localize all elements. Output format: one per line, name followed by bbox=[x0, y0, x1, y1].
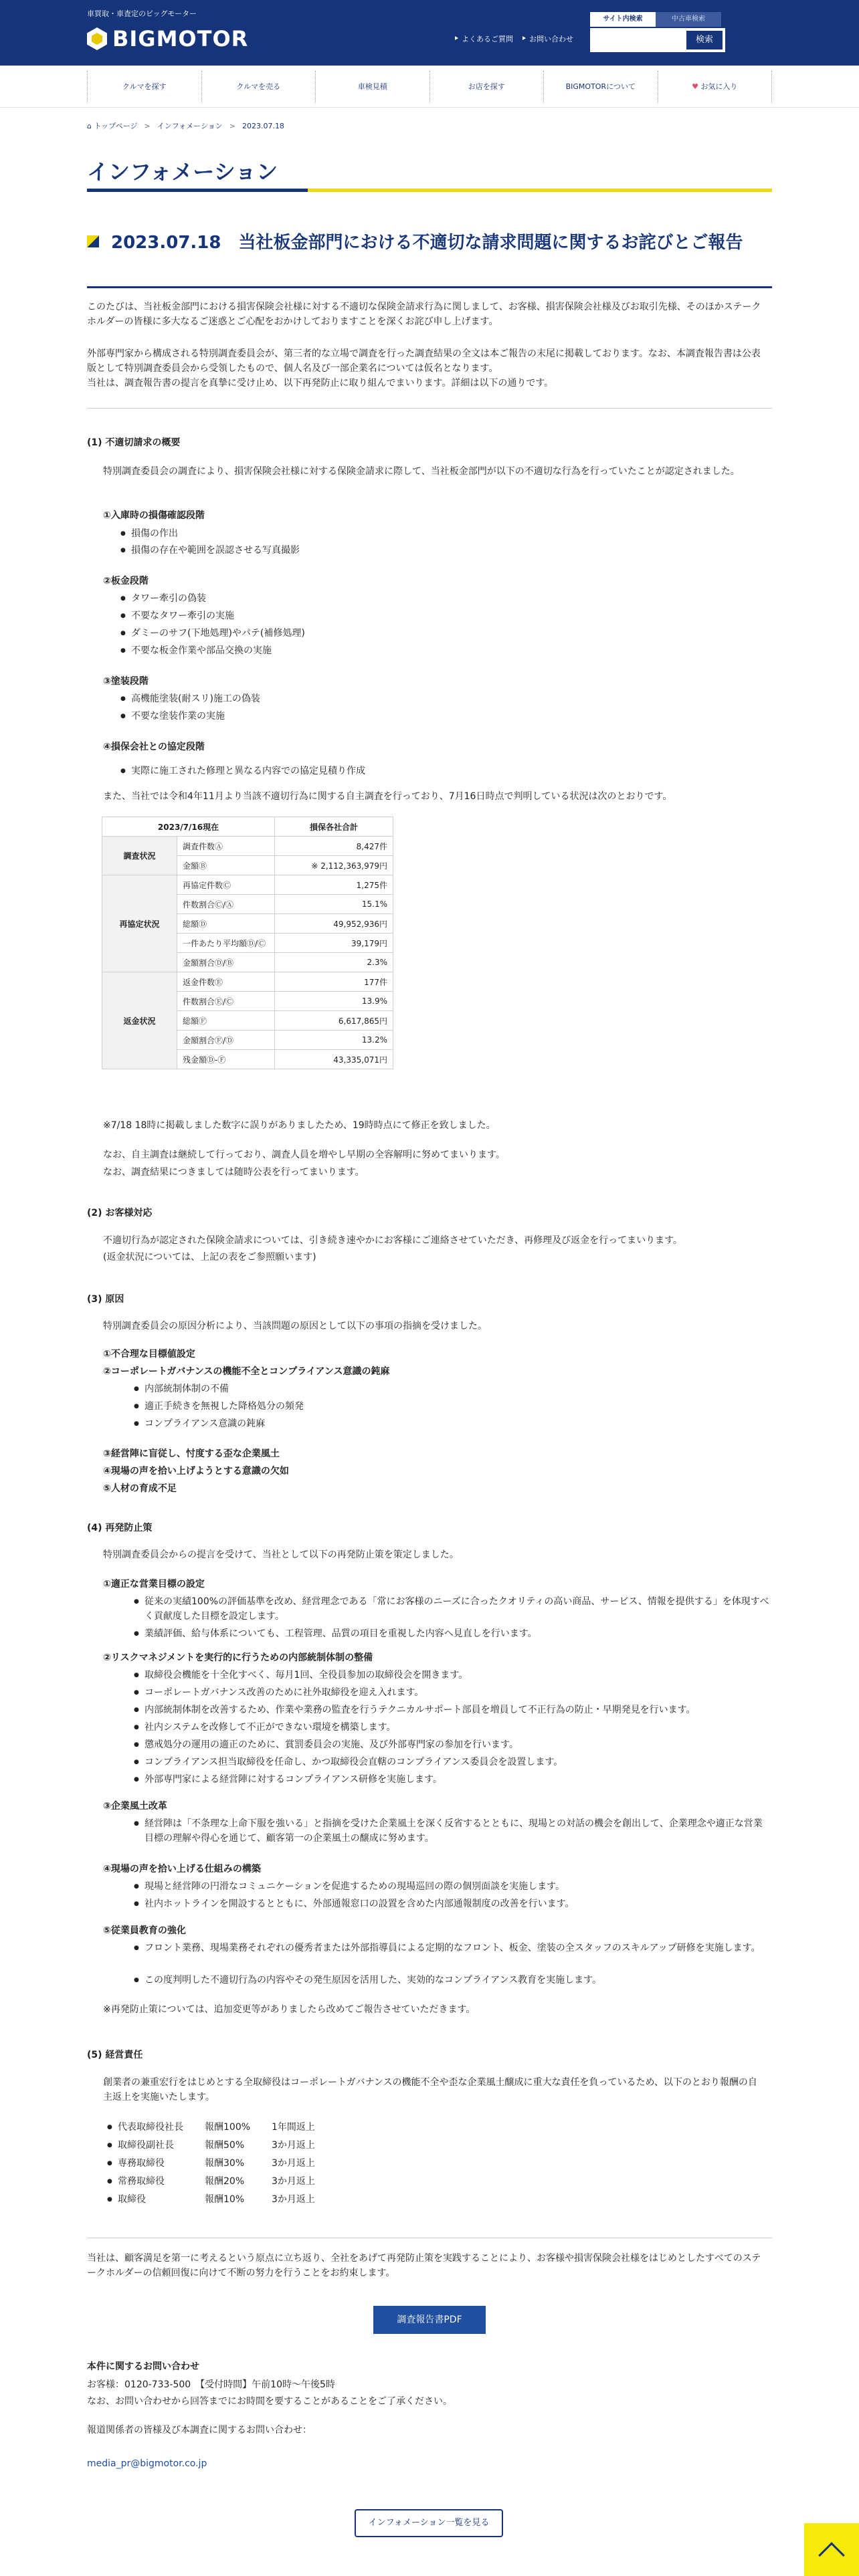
position: 常務取締役 bbox=[118, 2176, 165, 2187]
table-header-date: 2023/7/16現在 bbox=[102, 817, 275, 837]
cause-1: ①不合理な目標値設定 bbox=[103, 1349, 195, 1360]
publication-note: なお、調査結果につきましては随時公表を行ってまいります。 bbox=[103, 1167, 365, 1178]
article-title-rule bbox=[87, 286, 772, 288]
section-divider bbox=[87, 408, 772, 409]
section-4-lead: 特別調査委員会からの提言を受けて、当社として以下の再発防止策を策定しました。 bbox=[103, 1549, 459, 1560]
table-row-label: 金額割合Ⓕ/Ⓓ bbox=[177, 1031, 275, 1050]
table-row-label: 総額Ⓕ bbox=[177, 1011, 275, 1031]
list-item: ● 経営陣は「不条理な上命下服を強いる」と指摘を受けた企業風土を深く反省するとともに、現場との対話の機会を創出して、企業理念や適正な営業目標の理解や得心を通じて、顧客第一の企業風土の醸成に努めます。 bbox=[134, 1816, 769, 1846]
list-item: ● 実際に施工された修理と異なる内容での協定見積り作成 bbox=[120, 764, 365, 778]
position: 専務取締役 bbox=[118, 2158, 165, 2169]
site-header bbox=[0, 0, 859, 66]
rate: 報酬20% bbox=[205, 2176, 245, 2187]
header-links bbox=[455, 33, 573, 44]
report-pdf-button[interactable]: 調査報告書PDF bbox=[373, 2306, 486, 2334]
nav-sell-car[interactable]: クルマを売る bbox=[201, 71, 316, 103]
nav-divider bbox=[0, 107, 859, 108]
breadcrumb-info[interactable]: インフォメーション bbox=[157, 122, 223, 130]
rate: 報酬50% bbox=[205, 2140, 245, 2151]
nav-find-car[interactable]: クルマを探す bbox=[87, 71, 201, 103]
table-group-label: 再協定状況 bbox=[102, 875, 177, 972]
compensation-row bbox=[107, 2120, 315, 2135]
s1-group-1-heading: ①入庫時の損傷確認段階 bbox=[103, 510, 205, 521]
section-1-lead: 特別調査委員会の調査により、損害保険会社様に対する保険金請求に際して、当社板金部門が以下の不適切な行為を行っていたことが認定されました。 bbox=[103, 466, 740, 477]
table-row-value: 13.9% bbox=[275, 992, 393, 1011]
table-row-value: 6,617,865円 bbox=[275, 1011, 393, 1031]
table-row-label: 金額Ⓑ bbox=[177, 856, 275, 875]
tab-site-search[interactable]: サイト内検索 bbox=[590, 12, 656, 27]
position: 代表取締役社長 bbox=[118, 2122, 183, 2133]
list-item: ● 不要なタワー牽引の実施 bbox=[120, 609, 234, 623]
table-row-value: 49,952,936円 bbox=[275, 914, 393, 934]
tagline: 車買取・車査定のビッグモーター bbox=[87, 9, 197, 18]
section-2-text: 不適切行為が認定された保険金請求については、引き続き速やかにお客様にご連絡させていただき、再修理及び返金を行ってまいります。 bbox=[103, 1235, 683, 1246]
correction-note: ※7/18 18時に掲載しました数字に誤りがありましたため、19時時点にて修正を致しました。 bbox=[103, 1120, 496, 1131]
list-item: ● 高機能塗装(耐スリ)施工の偽装 bbox=[120, 691, 260, 706]
list-item: ● この度判明した不適切行為の内容やその発生原因を活用した、実効的なコンプライアンス教育を実施します。 bbox=[134, 1973, 601, 1988]
position: 取締役 bbox=[118, 2194, 146, 2205]
heart-icon: ♥ bbox=[692, 82, 701, 91]
table-header-total: 損保各社合計 bbox=[275, 817, 393, 837]
table-row-value: ※ 2,112,363,979円 bbox=[275, 856, 393, 875]
list-item: ● 外部専門家による経営陣に対するコンプライアンス研修を実施します。 bbox=[134, 1772, 442, 1787]
measure-5-heading: ⑤従業員教育の強化 bbox=[103, 1925, 186, 1936]
list-item: ● 不要な塗装作業の実施 bbox=[120, 709, 225, 724]
list-item: ● 社内ホットラインを開設するとともに、外部通報窓口の設置を含めた内部通報制度の改善を行います。 bbox=[134, 1897, 574, 1911]
measure-1-heading: ①適正な営業目標の設定 bbox=[103, 1579, 205, 1590]
global-nav bbox=[87, 71, 772, 103]
list-item: ● 現場と経営陣の円滑なコミュニケーションを促進するための現場巡回の際の個別面談を実施します。 bbox=[134, 1879, 565, 1894]
cause-5: ⑤人材の育成不足 bbox=[103, 1483, 177, 1494]
s1-group-4-heading: ④損保会社との協定段階 bbox=[103, 742, 205, 752]
table-row-value: 39,179円 bbox=[275, 934, 393, 953]
section-3-heading: (3) 原因 bbox=[87, 1294, 124, 1305]
list-item: ● 業績評価、給与体系についても、工程管理、品質の項目を重視した内容へ見直しを行います。 bbox=[134, 1626, 537, 1641]
list-item: ● 損傷の存在や範囲を誤認させる写真撮影 bbox=[120, 543, 300, 558]
measure-4-heading: ④現場の声を拾い上げる仕組みの構築 bbox=[103, 1864, 261, 1874]
section-1-note: また、当社では令和4年11月より当該不適切行為に関する自主調査を行っており、7月16日時点で判明している状況は次のとおりです。 bbox=[103, 791, 672, 802]
rate: 報酬10% bbox=[205, 2194, 245, 2205]
section-4-note: ※再発防止策については、追加変更等がありましたら改めてご報告させていただきます。 bbox=[103, 2004, 476, 2015]
chevron-up-icon bbox=[818, 2542, 845, 2569]
section-5-lead: 創業者の兼重宏行をはじめとする全取締役はコーポレートガバナンスの機能不全や歪な企業風土醸成に重大な責任を負っているため、以下のとおり報酬の自主返上を実施いたします。 bbox=[103, 2077, 757, 2103]
contact-link[interactable]: お問い合わせ bbox=[522, 33, 573, 44]
table-row-label: 返金件数Ⓔ bbox=[177, 972, 275, 992]
period: 3か月返上 bbox=[272, 2194, 315, 2205]
nav-about[interactable]: BIGMOTORについて bbox=[543, 71, 658, 103]
logo-text: BIGMOTOR bbox=[112, 26, 249, 51]
section-4-heading: (4) 再発防止策 bbox=[87, 1523, 153, 1533]
breadcrumb: ⌂ トップページ > インフォメーション > 2023.07.18 bbox=[87, 122, 284, 130]
compensation-row bbox=[107, 2156, 315, 2171]
list-item: ● ダミーのサフ(下地処理)やパテ(補修処理) bbox=[120, 626, 305, 641]
search-input[interactable] bbox=[591, 29, 685, 51]
period: 1年間返上 bbox=[272, 2122, 315, 2133]
compensation-row bbox=[107, 2138, 315, 2153]
table-row-label: 一件あたり平均額Ⓓ/Ⓒ bbox=[177, 934, 275, 953]
list-item: ● コーポレートガバナンス改善のために社外取締役を迎え入れます。 bbox=[134, 1685, 423, 1700]
nav-find-store[interactable]: お店を探す bbox=[430, 71, 544, 103]
table-row-label: 再協定件数Ⓒ bbox=[177, 875, 275, 895]
table-row-value: 2.3% bbox=[275, 953, 393, 972]
table-group-label: 返金状況 bbox=[102, 972, 177, 1069]
search-box bbox=[590, 28, 725, 52]
section-1-heading: (1) 不適切請求の概要 bbox=[87, 437, 181, 448]
table-row-label: 金額割合Ⓓ/Ⓑ bbox=[177, 953, 275, 972]
press-contact-label: 報道関係者の皆様及び本調査に関するお問い合わせ： bbox=[87, 2425, 312, 2436]
period: 3か月返上 bbox=[272, 2158, 315, 2169]
period: 3か月返上 bbox=[272, 2140, 315, 2151]
list-item: ● 不要な板金作業や部品交換の実施 bbox=[120, 643, 272, 658]
investigation-note: なお、自主調査は継続して行っており、調査人員を増やし早期の全容解明に努めてまいります。 bbox=[103, 1150, 505, 1160]
intro-paragraph-2: 外部専門家から構成される特別調査委員会が、第三者的な立場で調査を行った調査結果の全文は本ご報告の末尾に掲載しております。なお、本調査報告書は公表版として特別調査委員会から受領したもので、個人名及び一部企業名については仮名となります。 bbox=[87, 348, 761, 374]
measure-3-heading: ③企業風土改革 bbox=[103, 1801, 167, 1812]
measure-2-heading: ②リスクマネジメントを実行的に行うための内部統制体制の整備 bbox=[103, 1652, 373, 1663]
table-row-label: 件数割合Ⓔ/Ⓒ bbox=[177, 992, 275, 1011]
list-item: ● 懲戒処分の運用の適正のために、賞罰委員会の実施、及び外部専門家の参加を行います。 bbox=[134, 1737, 518, 1752]
article-title: 2023.07.18 当社板金部門における不適切な請求問題に関するお詫びとご報告 bbox=[111, 233, 743, 253]
logo-icon bbox=[87, 27, 107, 50]
intro-paragraph-1: このたびは、当社板金部門における損害保険会社様に対する不適切な保険金請求行為に関しまして、お客様、損害保険会社様及びお取引先様、そのほかステークホルダーの皆様に多大なるご迷惑とご心配をおかけしておりますことを深くお詫び申し上げます。 bbox=[87, 302, 761, 327]
title-underline bbox=[87, 189, 772, 192]
nav-inspection[interactable]: 車検見積 bbox=[315, 71, 430, 103]
nav-favorites-label: お気に入り bbox=[700, 82, 738, 91]
logo[interactable] bbox=[87, 25, 248, 52]
list-item: ● コンプライアンス担当取締役を任命し、かつ取締役会直轄のコンプライアンス委員会を設置します。 bbox=[134, 1755, 563, 1769]
status-table bbox=[102, 817, 393, 1069]
table-row-value: 8,427件 bbox=[275, 837, 393, 856]
rate: 報酬100% bbox=[205, 2122, 251, 2133]
intro-paragraph-3: 当社は、調査報告書の提言を真摯に受け止め、以下再発防止に取り組んでまいります。詳細は以下の通りです。 bbox=[87, 378, 554, 389]
list-item: ● 内部統制体制の不備 bbox=[134, 1382, 229, 1396]
faq-link[interactable]: よくあるご質問 bbox=[455, 33, 513, 44]
breadcrumb-current: 2023.07.18 bbox=[242, 122, 284, 130]
cause-2: ②コーポレートガバナンスの機能不全とコンプライアンス意識の鈍麻 bbox=[103, 1366, 390, 1377]
home-icon: ⌂ bbox=[87, 122, 94, 130]
section-2-ref: (返金状況については、上記の表をご参照願います) bbox=[103, 1252, 316, 1263]
table-row-label: 総額Ⓓ bbox=[177, 914, 275, 934]
contact-note: なお、お問い合わせから回答までにお時間を要することがあることをご了承ください。 bbox=[87, 2396, 452, 2407]
info-list-button[interactable]: インフォメーション一覧を見る bbox=[355, 2509, 503, 2537]
breadcrumb-home[interactable]: トップページ bbox=[94, 122, 138, 130]
table-row-label: 件数割合Ⓒ/Ⓐ bbox=[177, 895, 275, 914]
list-item: ● コンプライアンス意識の鈍麻 bbox=[134, 1416, 265, 1431]
s1-group-3-heading: ③塗装段階 bbox=[103, 676, 149, 687]
contact-title: 本件に関するお問い合わせ bbox=[87, 2361, 199, 2372]
list-item: ● タワー牽引の偽装 bbox=[120, 591, 206, 606]
list-item: ● 損傷の作出 bbox=[120, 526, 178, 541]
table-row-label: 調査件数Ⓐ bbox=[177, 837, 275, 856]
contact-phone: お客様：0120-733-500 【受付時間】午前10時〜午後5時 bbox=[87, 2379, 335, 2390]
period: 3か月返上 bbox=[272, 2176, 315, 2187]
section-2-heading: (2) お客様対応 bbox=[87, 1208, 153, 1218]
list-item: ● 内部統制体制を改善するため、作業や業務の監査を行うテクニカルサポート部員を増員して不正行為の防止・早期発見を行います。 bbox=[134, 1703, 695, 1717]
press-email-link[interactable]: media_pr@bigmotor.co.jp bbox=[87, 2458, 207, 2469]
compensation-row bbox=[107, 2192, 315, 2207]
search-button[interactable]: 検索 bbox=[686, 31, 723, 49]
list-item: ● 社内システムを改修して不正ができない環境を構築します。 bbox=[134, 1720, 395, 1735]
back-to-top-button[interactable] bbox=[804, 2523, 859, 2576]
table-row-value: 1,275件 bbox=[275, 875, 393, 895]
closing-statement: 当社は、顧客満足を第一に考えるという原点に立ち返り、全社をあげて再発防止策を実践することにより、お客様や損害保険会社様をはじめとしたすべてのステークホルダーの信頼回復に向けて不断の努力を行うことをお約束します。 bbox=[87, 2253, 761, 2278]
table-row-value: 15.1% bbox=[275, 895, 393, 914]
s1-group-2-heading: ②板金段階 bbox=[103, 576, 149, 586]
list-item: ● 取締役会機能を十全化すべく、毎月1回、全役員参加の取締役会を開きます。 bbox=[134, 1668, 468, 1683]
table-group-label: 調査状況 bbox=[102, 837, 177, 875]
list-item: ● 従来の実績100%の評価基準を改め、経営理念である「常にお客様のニーズに合ったクオリティの高い商品、サービス、情報を提供する」を体現すべく貢献度した目標を設定します。 bbox=[134, 1594, 769, 1624]
position: 取締役副社長 bbox=[118, 2140, 174, 2151]
section-3-lead: 特別調査委員会の原因分析により、当該問題の原因として以下の事項の指摘を受けました。 bbox=[103, 1321, 487, 1331]
section-5-heading: (5) 経営責任 bbox=[87, 2050, 143, 2060]
compensation-row bbox=[107, 2174, 315, 2189]
rate: 報酬30% bbox=[205, 2158, 245, 2169]
table-row-label: 残金額Ⓓ-Ⓕ bbox=[177, 1050, 275, 1069]
tab-used-car-search[interactable]: 中古車検索 bbox=[656, 12, 721, 27]
list-item: ● フロント業務、現場業務それぞれの優秀者または外部指導員による定期的なフロント、板金、塗装の全スタッフのスキルアップ研修を実施します。 bbox=[134, 1941, 769, 1955]
table-row-value: 13.2% bbox=[275, 1031, 393, 1050]
search-tabs bbox=[590, 12, 721, 27]
page-title: インフォメーション bbox=[87, 159, 278, 185]
cause-4: ④現場の声を拾い上げようとする意識の欠如 bbox=[103, 1466, 289, 1477]
cause-3: ③経営陣に盲従し、忖度する歪な企業風土 bbox=[103, 1448, 280, 1459]
table-row-value: 43,335,071円 bbox=[275, 1050, 393, 1069]
list-item: ● 適正手続きを無視した降格処分の頻発 bbox=[134, 1399, 304, 1414]
nav-favorites[interactable] bbox=[658, 71, 773, 103]
table-row-value: 177件 bbox=[275, 972, 393, 992]
